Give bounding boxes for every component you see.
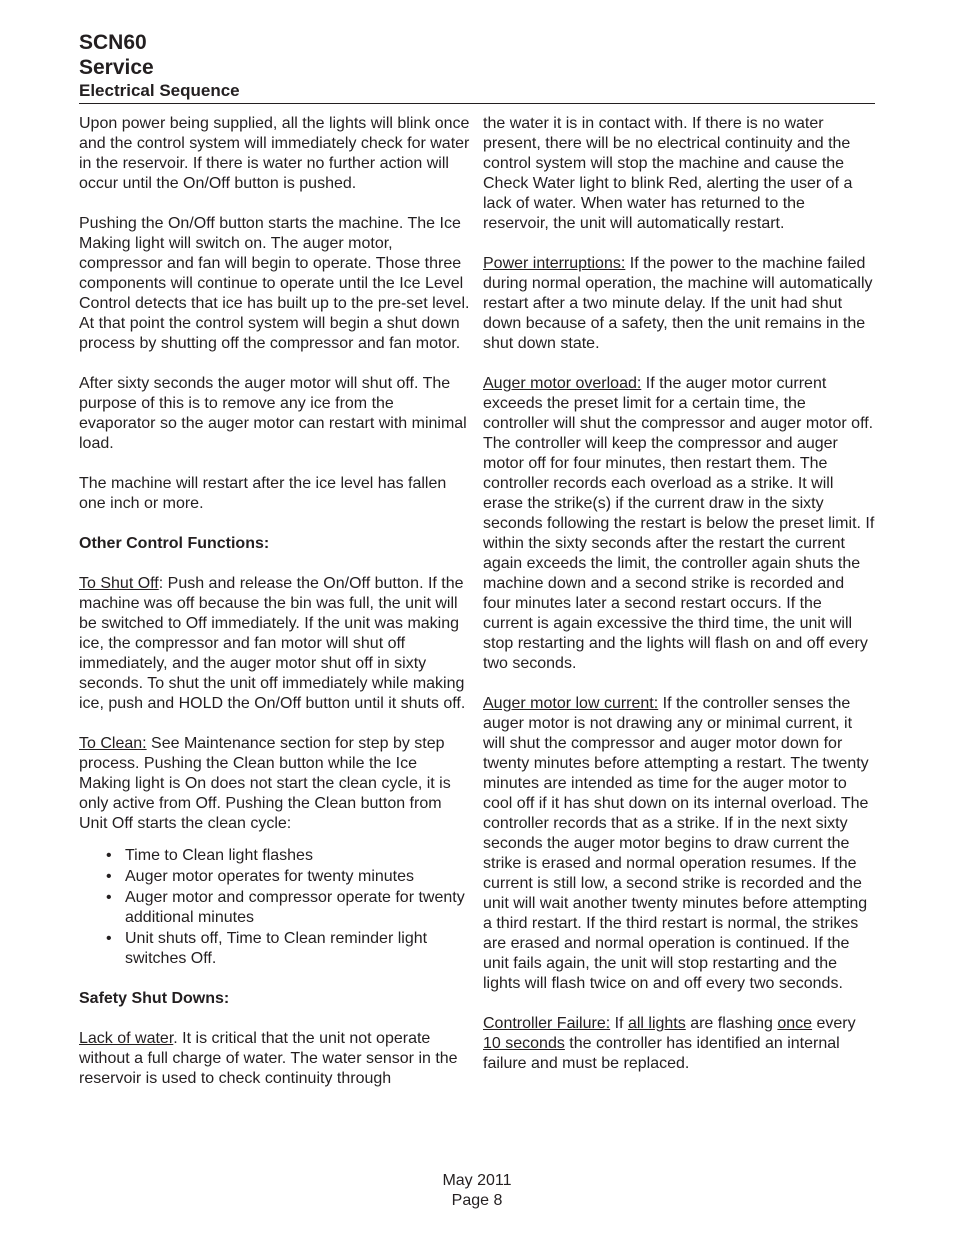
bullet-glyph: • (106, 868, 112, 885)
clean-cycle-list (79, 846, 471, 969)
bullet-glyph: • (106, 930, 112, 947)
controller-failure-text: every (812, 1015, 856, 1032)
header-divider (79, 103, 875, 104)
list-item (106, 846, 471, 866)
auger-overload-paragraph (483, 374, 875, 674)
power-interruptions-label: Power interruptions: (483, 255, 626, 272)
list-item (106, 929, 471, 969)
lack-of-water-label: Lack of water (79, 1030, 174, 1047)
intro-paragraph: Upon power being supplied, all the lights will blink once and the control system will immediately check for water in the reservoir. If there is water no further action will occur until the On/Off button is pushed. (79, 115, 470, 192)
controller-failure-emphasis: all lights (627, 1015, 686, 1032)
shut-off-text: : Push and release the On/Off button. If the machine was off because the bin was full, the unit will be switched to Off immediately. If the unit was making ice, the compressor and fan motor will shut off immediately, and the auger motor shut off in sixty seconds. To shut the unit off immediately while making ice, push and HOLD the On/Off button until it shuts off. (79, 575, 466, 712)
safety-heading: Safety Shut Downs: (79, 990, 230, 1007)
left-column (79, 114, 471, 1109)
clean-paragraph (79, 734, 471, 834)
restart-paragraph: The machine will restart after the ice level has fallen one inch or more. (79, 475, 447, 512)
controller-failure-emphasis: once (777, 1015, 813, 1032)
auger-overload-text: If the auger motor current exceeds the preset limit for a certain time, the controller will shut the compressor and auger motor off. The controller will keep the compressor and auger motor off for four minutes, then restart them. The controller records each overload as a strike. It will erase the strike(s) if the current draw in the sixty seconds following the restart is below the preset limit. If within the sixty seconds after the restart the current again exceeds the limit, the controller again shuts the machine down and a second strike is recorded and four minutes later a second restart occurs. If the current is again excessive the third time, the unit will stop restarting and the lights will flash on and off every two seconds. (483, 375, 875, 672)
bullet-glyph: • (106, 847, 112, 864)
section-title: Service (79, 56, 154, 79)
power-interruptions-text: If the power to the machine failed during normal operation, the machine will automatically restart after a two minute delay. If the unit had shut down because of a safety, then the unit remains in the shut down state. (483, 255, 873, 352)
list-item-text: Auger motor operates for twenty minutes (125, 868, 415, 885)
list-item-text: Auger motor and compressor operate for twenty additional minutes (125, 889, 465, 926)
controller-failure-label: Controller Failure: (483, 1015, 611, 1032)
page-header (79, 30, 875, 102)
footer-date: May 2011 (442, 1172, 512, 1189)
subsection-title: Electrical Sequence (79, 81, 240, 100)
other-functions-heading: Other Control Functions: (79, 535, 270, 552)
list-item (106, 888, 471, 928)
right-column (483, 114, 875, 1094)
controller-failure-paragraph (483, 1014, 875, 1074)
clean-text: See Maintenance section for step by step process. Pushing the Clean button while the Ice Making light is On does not start the clean cycle, it is only active from Off. Pushing the Clean button from Unit Off starts the clean cycle: (79, 735, 451, 832)
auger-low-current-label: Auger motor low current: (483, 695, 659, 712)
bullet-glyph: • (106, 889, 112, 906)
list-item-text: Unit shuts off, Time to Clean reminder light switches Off. (125, 930, 428, 967)
startup-paragraph: Pushing the On/Off button starts the machine. The Ice Making light will switch on. The auger motor, compressor and fan will begin to operate. Those three components will continue to operate until the Ice Level Control detects that ice has built up to the pre-set level. At that point the control system will begin a shut down process by shutting off the compressor and fan motor. (79, 215, 470, 352)
auger-overload-label: Auger motor overload: (483, 375, 642, 392)
shut-off-paragraph (79, 574, 471, 714)
controller-failure-emphasis: 10 seconds (483, 1035, 565, 1052)
controller-failure-text: are flashing (685, 1015, 778, 1032)
page-footer (0, 1171, 954, 1211)
auger-low-current-paragraph (483, 694, 875, 994)
auger-shutoff-paragraph: After sixty seconds the auger motor will shut off. The purpose of this is to remove any ice from the evaporator so the auger motor can restart with minimal load. (79, 375, 467, 452)
power-interruptions-paragraph (483, 254, 875, 354)
model-title: SCN60 (79, 31, 147, 54)
clean-label: To Clean: (79, 735, 147, 752)
list-item (106, 867, 471, 887)
list-item-text: Time to Clean light flashes (125, 847, 313, 864)
controller-failure-text: If (610, 1015, 628, 1032)
lack-of-water-text: . It is critical that the unit not operate without a full charge of water. The water sensor in the reservoir is used to check continuity through (79, 1030, 458, 1087)
water-continuation-paragraph: the water it is in contact with. If there is no water present, there will be no electrical continuity and the control system will stop the machine and cause the Check Water light to blink Red, alerting the user of a lack of water. When water has returned to the reservoir, the unit will automatically restart. (483, 115, 853, 232)
shut-off-label: To Shut Off (79, 575, 159, 592)
page-number: Page 8 (451, 1192, 503, 1209)
controller-failure-text: the controller has identified an internal failure and must be replaced. (483, 1035, 840, 1072)
auger-low-current-text: If the controller senses the auger motor is not drawing any or minimal current, it will shut the compressor and auger motor down for twenty minutes before attempting a restart. The twenty minutes are intended as time for the auger motor to cool off if it has shut down on its internal overload. The controller records that as a strike. If in the next sixty seconds the auger motor begins to draw current the strike is erased and normal operation resumes. If the current is still low, a second strike is recorded and the unit will wait another twenty minutes before attempting a third restart. If the third restart is normal, the strikes are erased and normal operation is continued. If the unit fails again, the unit will stop restarting and the lights will flash twice on and off every two seconds. (483, 695, 869, 992)
lack-of-water-paragraph (79, 1029, 471, 1089)
